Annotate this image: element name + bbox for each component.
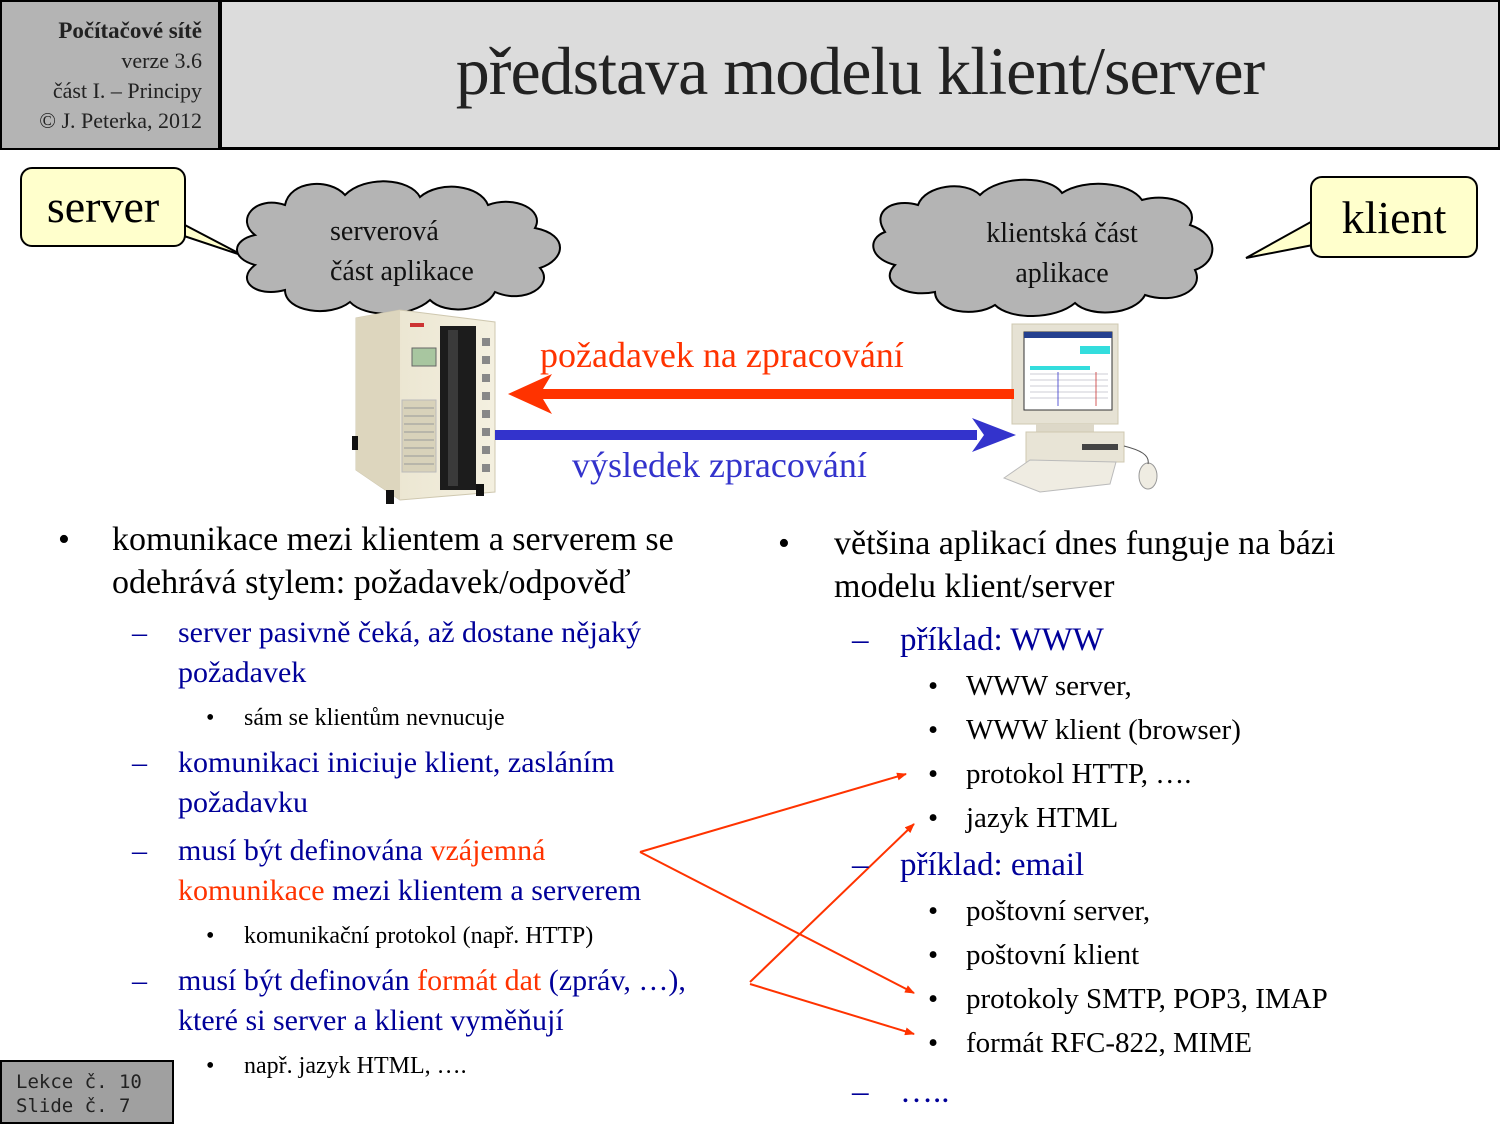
client-callout-tail <box>1246 218 1318 258</box>
server-callout: server <box>20 167 186 247</box>
left-subsub-item-3: komunikační protokol (např. HTTP) <box>244 923 594 949</box>
dash-marker: – <box>852 622 869 658</box>
client-cloud-line-1: klientská část <box>986 218 1138 249</box>
bullet-marker: • <box>928 714 939 746</box>
copyright: © J. Peterka, 2012 <box>39 108 202 133</box>
text-span: mezi klientem a serverem <box>324 874 642 907</box>
dash-marker: – <box>852 847 869 883</box>
dash-marker: – <box>852 1074 869 1110</box>
bullet-marker: • <box>928 758 939 790</box>
left-sub-item-2 <box>178 743 615 823</box>
example-www-item: WWW klient (browser) <box>966 714 1241 746</box>
right-main-bullet <box>834 522 1335 608</box>
lesson-number: Lekce č. 10 <box>16 1071 142 1093</box>
example-www-item: jazyk HTML <box>966 802 1119 834</box>
bullet-marker: • <box>928 670 939 702</box>
text-line: většina aplikací dnes funguje na bázi <box>834 525 1336 562</box>
client-cloud-line-2: aplikace <box>1015 258 1109 289</box>
page-title: představa modelu klient/server <box>455 33 1265 109</box>
left-sub-item-3 <box>178 831 641 911</box>
left-sub-item-4 <box>178 961 686 1041</box>
text-span: musí být definován <box>178 964 418 997</box>
text-line: komunikace mezi klientem a serverem se <box>112 521 674 558</box>
text-span: musí být definována <box>178 834 431 867</box>
highlight-span: vzájemná <box>430 834 546 867</box>
highlight-span: komunikace <box>178 874 325 907</box>
client-callout: klient <box>1310 176 1478 258</box>
bullet-marker: • <box>928 939 939 971</box>
request-label: požadavek na zpracování <box>540 335 904 375</box>
example-email-item: poštovní server, <box>966 895 1151 927</box>
dash-marker: – <box>132 616 147 649</box>
bullet-marker: • <box>206 705 215 731</box>
text-span: (zpráv, …), <box>541 964 686 997</box>
server-tower-icon <box>352 310 495 504</box>
example-www-label: příklad: WWW <box>900 622 1104 658</box>
client-cloud-label <box>942 214 1182 294</box>
version: verze 3.6 <box>121 48 202 73</box>
bullet-marker: • <box>58 521 70 558</box>
server-cloud-line-2: část aplikace <box>330 256 474 287</box>
left-sub-item-1 <box>178 613 641 693</box>
server-cloud-label <box>300 212 550 292</box>
bullet-marker: • <box>928 983 939 1015</box>
example-www-item: WWW server, <box>966 670 1132 702</box>
text-line <box>178 961 686 1001</box>
left-subsub-item-1: sám se klientům nevnucuje <box>244 705 505 731</box>
left-main-bullet <box>112 518 674 604</box>
example-email-item: poštovní klient <box>966 939 1140 971</box>
bullet-marker: • <box>928 1027 939 1059</box>
highlight-span: formát dat <box>417 964 542 997</box>
dash-marker: – <box>132 746 147 779</box>
text-line: které si server a klient vyměňují <box>178 1004 564 1037</box>
bullet-marker: • <box>928 802 939 834</box>
text-line: komunikaci iniciuje klient, zasláním <box>178 746 615 779</box>
example-email-item: protokoly SMTP, POP3, IMAP <box>966 983 1328 1015</box>
dash-marker: – <box>132 964 147 997</box>
more-examples: ….. <box>900 1074 950 1110</box>
text-line: odehrává stylem: požadavek/odpověď <box>112 564 631 601</box>
left-subsub-item-4: např. jazyk HTML, …. <box>244 1053 467 1079</box>
slide-footer <box>0 1060 174 1124</box>
example-www-item: protokol HTTP, …. <box>966 758 1192 790</box>
course-name: Počítačové sítě <box>58 18 202 43</box>
example-email-label: příklad: email <box>900 847 1085 883</box>
desktop-pc-icon <box>1004 324 1157 492</box>
bullet-marker: • <box>206 923 215 949</box>
text-line: požadavek <box>178 656 307 689</box>
server-cloud-line-1: serverová <box>330 216 439 247</box>
text-line <box>178 871 641 911</box>
slide-number: Slide č. 7 <box>16 1095 131 1117</box>
response-label: výsledek zpracování <box>572 445 867 485</box>
request-arrow <box>508 374 1014 414</box>
dash-marker: – <box>132 834 147 867</box>
bullet-marker: • <box>778 525 790 562</box>
bullet-marker: • <box>928 895 939 927</box>
text-line: server pasivně čeká, až dostane nějaký <box>178 616 642 649</box>
course-part: část I. – Principy <box>52 78 202 103</box>
text-line <box>178 831 641 871</box>
text-line: modelu klient/server <box>834 568 1115 605</box>
text-line: požadavku <box>178 786 308 819</box>
bullet-marker: • <box>206 1053 215 1079</box>
example-email-item: formát RFC-822, MIME <box>966 1027 1252 1059</box>
